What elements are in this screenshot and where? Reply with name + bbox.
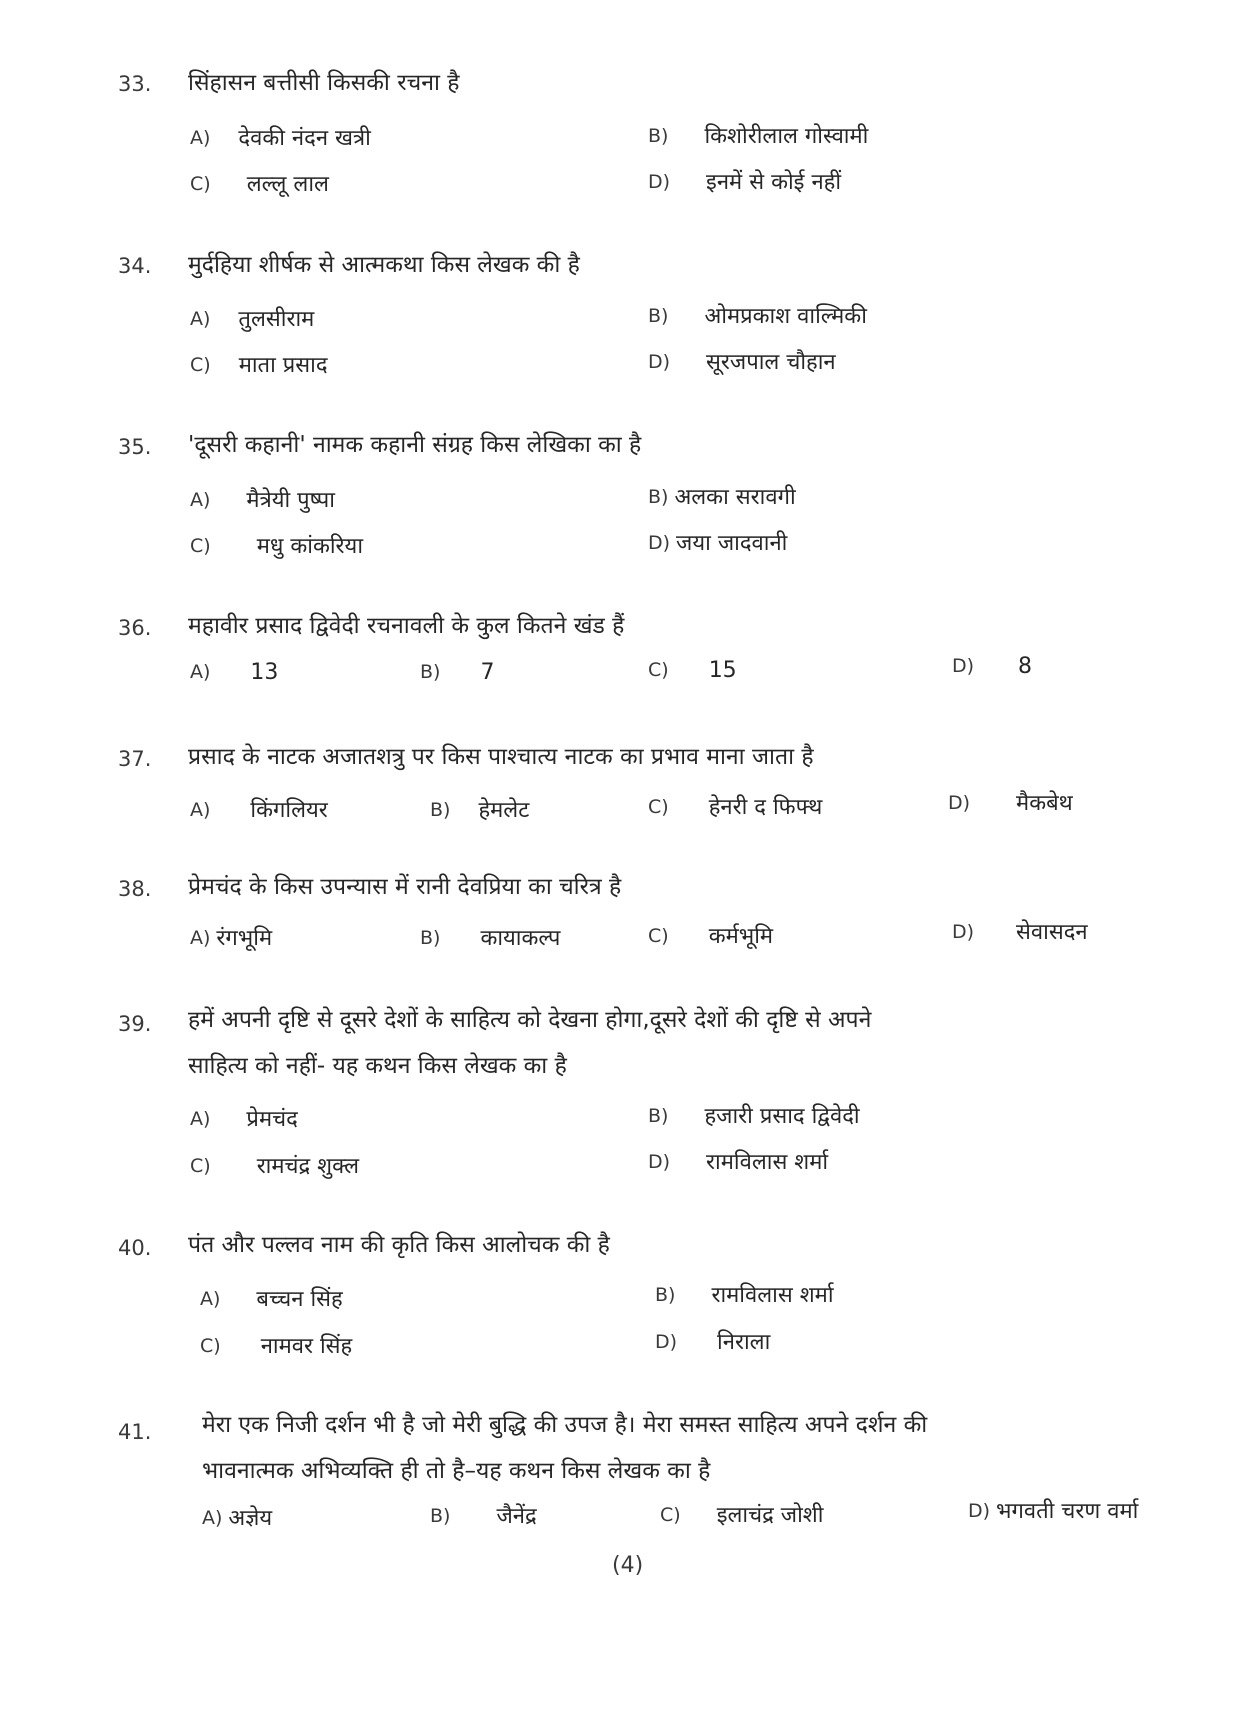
option-label: C) [648,659,669,681]
question-text-line-1: मेरा एक निजी दर्शन भी है जो मेरी बुद्धि की उपज है। मेरा समस्त साहित्य अपने दर्शन की [202,1412,928,1438]
option-label: D) [648,532,671,554]
option-a [190,484,335,514]
option-text: मधु कांकरिया [256,534,364,559]
option-label: B) [430,799,451,821]
option-d [952,654,1032,679]
option-label: A) [190,127,211,149]
option-text: मैकबेथ [1016,791,1073,816]
option-label: C) [648,796,669,818]
question-number: 39. [118,1012,152,1036]
question-text: मुर्दहिया शीर्षक से आत्मकथा किस लेखक की है [188,252,580,278]
question-number: 35. [118,435,152,459]
option-a [190,922,272,952]
question-text-line-2: भावनात्मक अभिव्यक्ति ही तो है–यह कथन किस लेखक का है [202,1458,711,1484]
option-label: B) [420,927,441,949]
option-text: 15 [708,658,737,683]
option-d [968,1495,1138,1525]
option-text: कायाकल्प [480,926,561,951]
option-text: मैत्रेयी पुष्पा [246,488,335,513]
option-b [648,120,868,150]
option-d [648,166,841,196]
option-label: A) [190,661,211,683]
option-label: D) [968,1500,991,1522]
option-label: B) [648,1105,669,1127]
option-text: देवकी नंदन खत्री [238,126,371,151]
option-c [648,658,737,683]
option-label: C) [190,1155,211,1177]
question-text: प्रसाद के नाटक अजातशत्रु पर किस पाश्चात्य नाटक का प्रभाव माना जाता है [188,744,814,770]
question-text: 'दूसरी कहानी' नामक कहानी संग्रह किस लेखिका का है [188,432,642,458]
option-a [190,660,278,685]
option-text: माता प्रसाद [238,353,328,378]
option-text: बच्चन सिंह [256,1287,343,1312]
option-text: अज्ञेय [228,1506,273,1531]
option-c [190,349,328,379]
option-text: ओमप्रकाश वाल्मिकी [704,304,867,329]
option-a [190,122,371,152]
option-text: प्रेमचंद [246,1107,298,1132]
question-number: 41. [118,1420,152,1444]
option-label: A) [190,799,211,821]
option-label: C) [190,354,211,376]
option-text: 13 [250,660,279,685]
question-number: 36. [118,616,152,640]
option-label: B) [648,305,669,327]
option-label: A) [190,489,211,511]
option-b [430,1500,537,1530]
option-label: D) [655,1331,678,1353]
option-label: C) [190,173,211,195]
option-label: D) [948,792,971,814]
option-text: जया जादवानी [676,531,788,556]
option-a [202,1502,272,1532]
option-b [648,481,796,511]
option-b [648,1100,860,1130]
option-text: रामविलास शर्मा [706,1150,829,1175]
question-text: सिंहासन बत्तीसी किसकी रचना है [188,70,460,96]
option-label: C) [660,1504,681,1526]
option-d [948,787,1073,817]
question-number: 40. [118,1236,152,1260]
option-label: D) [952,655,975,677]
option-text: रामविलास शर्मा [711,1283,834,1308]
option-c [190,168,329,198]
option-d [648,527,787,557]
page-number: (4) [612,1553,644,1578]
question-number: 33. [118,72,152,96]
question-text: प्रेमचंद के किस उपन्यास में रानी देवप्रिया का चरित्र है [188,874,622,900]
option-text: किशोरीलाल गोस्वामी [704,124,869,149]
option-text: नामवर सिंह [260,1334,353,1359]
option-d [952,916,1088,946]
option-c [190,530,363,560]
option-text: किंगलियर [250,798,328,823]
option-text: सूरजपाल चौहान [706,350,836,375]
question-number: 38. [118,877,152,901]
option-label: B) [648,486,669,508]
option-label: C) [200,1335,221,1357]
option-b [420,660,494,685]
option-c [200,1330,352,1360]
option-text: इलाचंद्र जोशी [716,1503,824,1528]
option-text: हेमलेट [478,798,530,823]
option-text: हेनरी द फिफ्थ [708,795,823,820]
option-d [648,346,836,376]
option-text: हजारी प्रसाद द्विवेदी [704,1104,860,1129]
option-text: 8 [1018,654,1033,679]
option-c [648,920,773,950]
option-text: रामचंद्र शुक्ल [256,1154,360,1179]
question-text: पंत और पल्लव नाम की कृति किस आलोचक की है [188,1232,610,1258]
option-text: लल्लू लाल [246,172,329,197]
option-label: B) [655,1284,676,1306]
option-text: कर्मभूमि [708,924,774,949]
option-c [190,1150,359,1180]
option-b [648,300,867,330]
option-label: B) [648,125,669,147]
option-text: भगवती चरण वर्मा [996,1499,1139,1524]
question-number: 37. [118,747,152,771]
option-b [655,1279,834,1309]
option-text: सेवासदन [1016,920,1088,945]
option-a [200,1283,343,1313]
question-text-line-1: हमें अपनी दृष्टि से दूसरे देशों के साहित्य को देखना होगा,दूसरे देशों की दृष्टि से अपने [188,1007,872,1033]
option-c [648,791,822,821]
option-label: D) [952,921,975,943]
question-number: 34. [118,254,152,278]
option-a [190,1103,298,1133]
option-text: 7 [480,660,495,685]
option-label: A) [190,1108,211,1130]
option-text: निराला [717,1330,771,1355]
option-label: A) [202,1507,223,1529]
option-c [660,1499,823,1529]
option-label: A) [200,1288,221,1310]
option-label: D) [648,351,671,373]
option-label: D) [648,171,671,193]
option-text: इनमें से कोई नहीं [706,170,842,195]
option-label: A) [190,308,211,330]
option-label: B) [430,1505,451,1527]
question-text-line-2: साहित्य को नहीं- यह कथन किस लेखक का है [188,1053,567,1079]
option-text: अलका सरावगी [674,485,796,510]
option-text: रंगभूमि [216,926,273,951]
question-text: महावीर प्रसाद द्विवेदी रचनावली के कुल कितने खंड हैं [188,613,625,639]
option-a [190,794,328,824]
option-text: जैनेंद्र [496,1504,537,1529]
option-label: A) [190,927,211,949]
option-a [190,303,314,333]
option-label: B) [420,661,441,683]
option-text: तुलसीराम [238,307,315,332]
option-b [430,794,529,824]
option-d [648,1146,828,1176]
option-label: D) [648,1151,671,1173]
option-b [420,922,560,952]
option-label: C) [190,535,211,557]
option-label: C) [648,925,669,947]
option-d [655,1326,770,1356]
